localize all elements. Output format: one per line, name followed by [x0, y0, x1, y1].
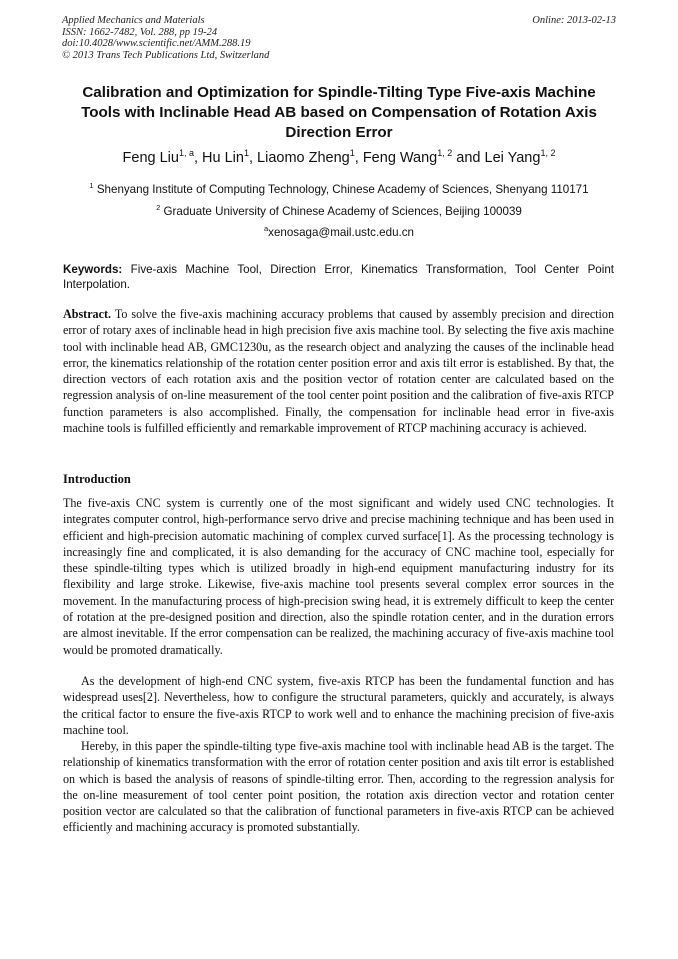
journal-issn: ISSN: 1662-7482, Vol. 288, pp 19-24	[62, 26, 218, 38]
affiliation-1	[20, 182, 658, 198]
author-list: Feng Liu$^{1, a}$, Hu Lin$^1$, Liaomo Zheng$^1$, Feng Wang$^{1, 2}$ and Lei Yang$^{1, 2}$	[122, 148, 556, 166]
section-heading-introduction: Introduction	[63, 472, 131, 486]
journal-header	[62, 15, 616, 61]
abstract-section	[63, 306, 614, 436]
author-affiliation-mark: 1, 2	[540, 148, 556, 158]
abstract-label: Abstract.	[63, 307, 112, 321]
keywords-section	[63, 262, 614, 292]
title-line: Tools with Inclinable Head AB based on Compensation of Rotation Axis	[81, 104, 597, 121]
title-line: Calibration and Optimization for Spindle-Tilting Type Five-axis Machine	[82, 84, 596, 101]
affiliation-text: Graduate University of Chinese Academy of Sciences, Beijing 100039	[163, 205, 522, 218]
title-line: Direction Error	[285, 124, 393, 141]
author-name: Hu Lin	[202, 150, 244, 166]
journal-doi: doi:10.4028/www.scientific.net/AMM.288.19	[62, 38, 251, 49]
abstract-text: To solve the five-axis machining accuracy problems that caused by assembly precision and direction error of rotary axes of inclinable head in high precision five axis machine tool. By selecting the five axis machine tool with inclinable head AB, GMC1230u, as the research object and analyzing the causes of the inclinable head error, the kinematics relationship of the rotation center position error and axis tilt error is established. By that, the direction vectors of each rotation axis and the position vector of rotation center are calculated based on the regression analysis of on-line measurement of the tool center point position and the calibration of five-axis RTCP function parameters is also accomplished. Finally, the compensation for inclinable head error in five-axis machine tools is fulfilled efficiently and remarkable improvement of RTCP machining accuracy is achieved.	[63, 307, 614, 436]
affiliation-mark: 2	[156, 203, 161, 212]
author-name: Feng Liu	[122, 150, 179, 166]
keywords-label: Keywords:	[63, 263, 123, 276]
online-date: Online: 2013-02-13	[532, 15, 616, 26]
author-affiliation-mark: 1	[349, 148, 355, 158]
email-address: xenosaga@mail.ustc.edu.cn	[268, 226, 414, 239]
paper-title	[50, 83, 628, 143]
journal-copyright: © 2013 Trans Tech Publications Ltd, Switzerland	[62, 49, 270, 61]
author-name: Liaomo Zheng	[257, 150, 350, 166]
affiliation-text: Shenyang Institute of Computing Technology, Chinese Academy of Sciences, Shenyang 110171	[96, 183, 589, 196]
author-affiliation-mark: 1, a	[178, 148, 194, 158]
author-affiliation-mark: 1	[243, 148, 249, 158]
introduction-paragraph: Hereby, in this paper the spindle-tilting type five-axis machine tool with inclinable head AB is the target. The relationship of kinematics transformation with the error of rotation center position and axis tilt error is established on which is based the analysis of reasons of spindle-tilting error. Then, according to the regression analysis for the on-line measurement of tool center point position, the rotation axis direction vector and rotation center position vector are calculated so that the calibration of functional parameters in five-axis RTCP can be achieved efficiently and machining accuracy is promoted substantially.	[63, 739, 614, 835]
email-mark: a	[264, 224, 269, 233]
author-conjunction: and	[456, 150, 481, 166]
author-name: Feng Wang	[362, 150, 438, 166]
affiliation-mark: 1	[89, 181, 94, 190]
keywords-text: Five-axis Machine Tool, Direction Error, Kinematics Transformation, Tool Center Point Interpolation.	[63, 263, 614, 291]
author-name: Lei Yang	[484, 150, 541, 166]
author-affiliation-mark: 1, 2	[437, 148, 453, 158]
affiliation-2	[20, 204, 658, 220]
author-email	[20, 225, 658, 241]
journal-name: Applied Mechanics and Materials	[62, 15, 205, 26]
introduction-paragraph: As the development of high-end CNC system, five-axis RTCP has been the fundamental function and has widespread uses[2]. Nevertheless, how to configure the structural parameters, quickly and accurately, is always the critical factor to ensure the five-axis RTCP to work well and to enhance the machining precision of five-axis machine tool.	[63, 674, 614, 737]
introduction-paragraph: The five-axis CNC system is currently one of the most significant and widely used CNC technologies. It integrates computer control, high-performance servo drive and precise machining technique and has been used in efficient and high-precision automatic machining of complex curved surface[1]. As the processing technology is increasingly fine and complicated, it is also demanding for the accuracy of CNC machine tool, especially for these spindle-tilting types which is utilized broadly in high-end equipment manufacturing industry for its flexibility and large stroke. Likewise, five-axis machine tool presents several complex error sources in the movement. In the manufacturing process of high-precision swing head, it is extremely difficult to keep the center of rotation at the pre-designed position and direction, also the spindle rotation center, and in the duration errors are almost inevitable. If the error compensation can be realized, the machining accuracy of five-axis machine tool would be promoted dramatically.	[63, 496, 614, 657]
